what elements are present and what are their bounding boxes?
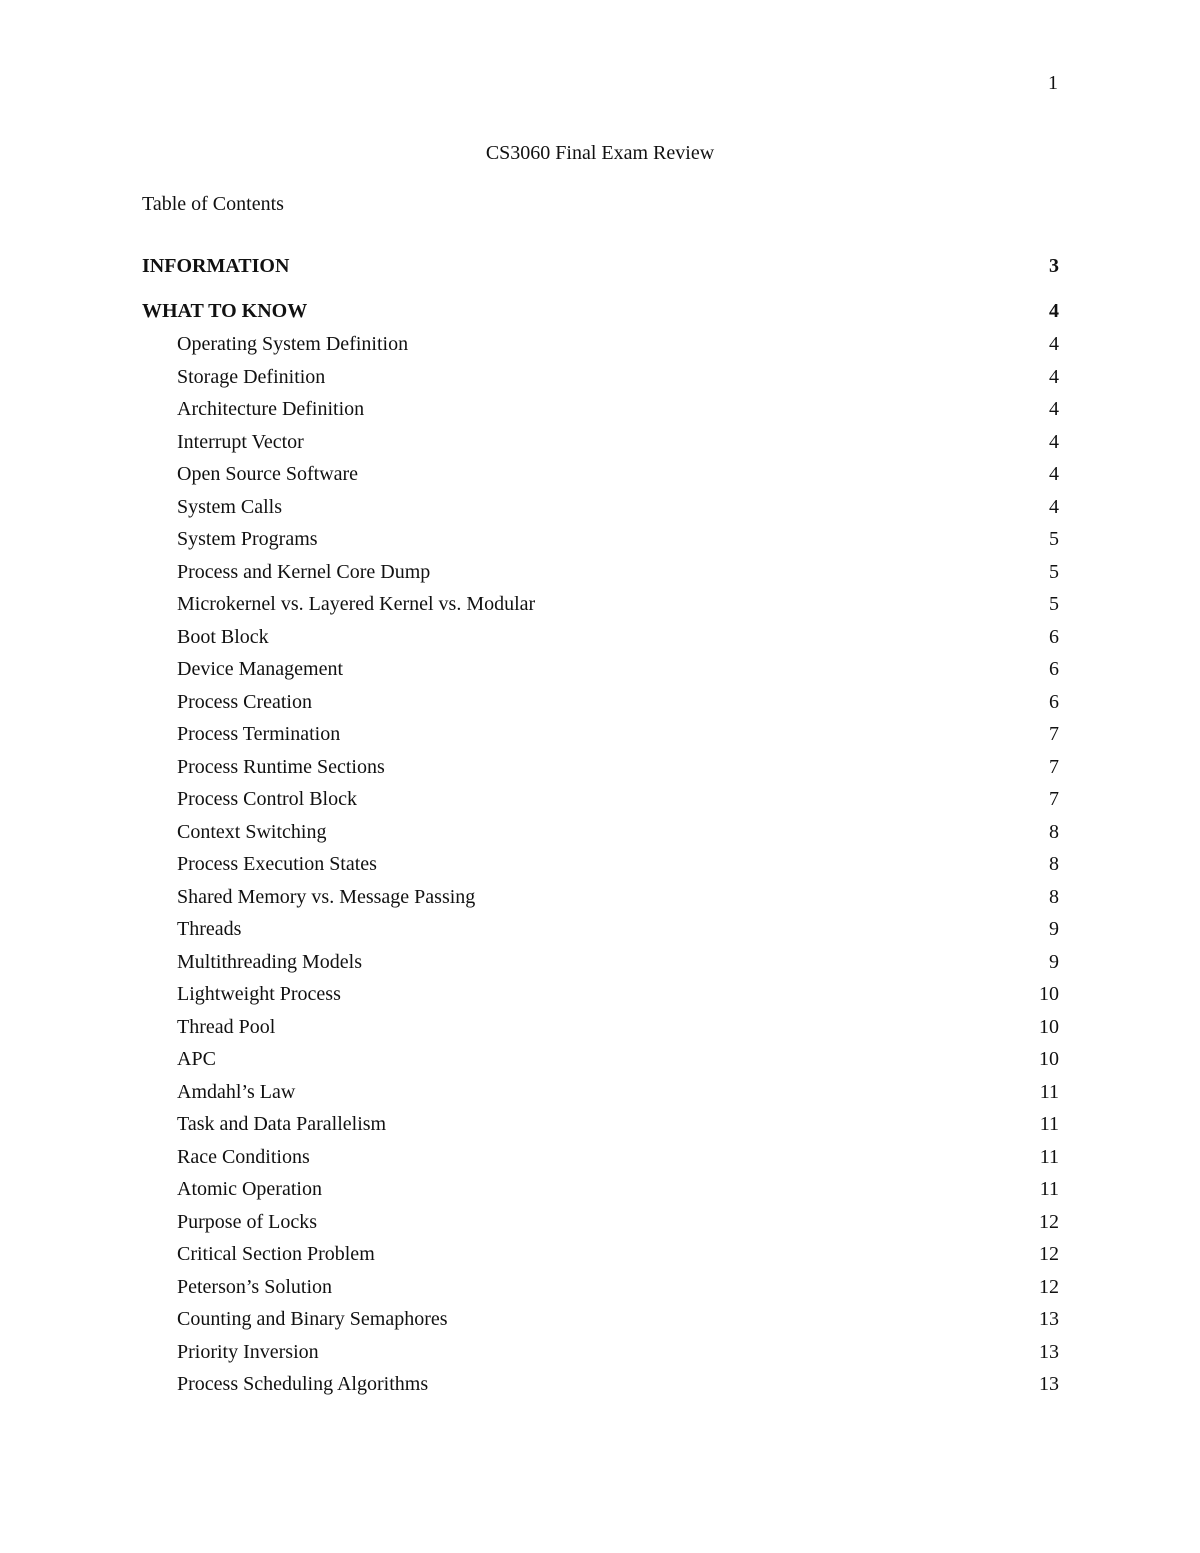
toc-entry-label: APC	[177, 1048, 216, 1070]
toc-entry-page: 10	[1039, 1015, 1059, 1038]
toc-entry-page: 11	[1039, 1178, 1059, 1200]
toc-entry-label: Storage Definition	[177, 365, 326, 388]
toc-entry-page: 13	[1039, 1373, 1059, 1395]
toc-entry-label: Race Conditions	[177, 1145, 310, 1168]
toc-entry[interactable]	[142, 1238, 1059, 1271]
toc-entry[interactable]	[142, 458, 1059, 491]
toc-entry-page: 4	[1049, 463, 1059, 485]
toc-entry[interactable]	[142, 718, 1059, 751]
toc-entry-page: 11	[1039, 1080, 1059, 1103]
toc-entry[interactable]	[142, 1368, 1059, 1401]
toc-entry-label: Process Scheduling Algorithms	[177, 1373, 429, 1395]
toc-entry[interactable]	[142, 328, 1059, 361]
toc-entry[interactable]	[142, 1271, 1059, 1304]
document-title: CS3060 Final Exam Review	[485, 142, 715, 164]
toc-heading: Table of Contents	[142, 193, 284, 215]
toc-entry-page: 13	[1039, 1308, 1059, 1330]
toc-entry-label: Process Control Block	[177, 788, 357, 810]
toc-entry-page: 4	[1049, 333, 1059, 355]
toc-entry[interactable]	[142, 881, 1059, 914]
toc-entry-label: Amdahl’s Law	[177, 1080, 296, 1103]
table-of-contents	[142, 252, 1059, 1401]
toc-entry-page: 6	[1049, 690, 1059, 713]
toc-entry[interactable]	[142, 491, 1059, 524]
toc-entry[interactable]	[142, 1173, 1059, 1206]
toc-entry-page: 10	[1039, 983, 1059, 1005]
page-number: 1	[1048, 72, 1058, 94]
toc-entry-label: Counting and Binary Semaphores	[177, 1308, 448, 1330]
toc-entry-page: 8	[1049, 885, 1059, 908]
toc-entry-label: Open Source Software	[177, 463, 359, 485]
toc-entry-page: 5	[1049, 528, 1059, 550]
toc-entry-label: Interrupt Vector	[177, 430, 304, 453]
toc-entry-page: 10	[1039, 1048, 1059, 1070]
toc-entry[interactable]	[142, 686, 1059, 719]
toc-entry-label: Critical Section Problem	[177, 1243, 375, 1265]
toc-entry-page: 6	[1049, 625, 1059, 648]
toc-entry[interactable]	[142, 653, 1059, 686]
toc-entry-label: Operating System Definition	[177, 333, 409, 355]
toc-entry-page: 8	[1049, 820, 1059, 843]
toc-entry-label: Threads	[177, 918, 242, 940]
toc-entry[interactable]	[142, 1206, 1059, 1239]
toc-entry-page: 4	[1049, 365, 1059, 388]
toc-entry[interactable]	[142, 588, 1059, 621]
toc-entry[interactable]	[142, 621, 1059, 654]
toc-entry[interactable]	[142, 1043, 1059, 1076]
toc-entry[interactable]	[142, 1108, 1059, 1141]
toc-entry[interactable]	[142, 393, 1059, 426]
toc-entry[interactable]	[142, 816, 1059, 849]
toc-entry[interactable]	[142, 1076, 1059, 1109]
toc-entry-label: Multithreading Models	[177, 950, 362, 973]
toc-entry-label: Thread Pool	[177, 1015, 276, 1038]
toc-entry[interactable]	[142, 946, 1059, 979]
toc-entry-page: 9	[1049, 950, 1059, 973]
toc-entry-label: Microkernel vs. Layered Kernel vs. Modular	[177, 593, 536, 615]
toc-section-page: 4	[1049, 300, 1059, 322]
toc-entry-label: Lightweight Process	[177, 983, 341, 1005]
toc-entry-page: 5	[1049, 593, 1059, 615]
toc-entry-page: 7	[1049, 788, 1059, 810]
toc-entry-page: 5	[1049, 560, 1059, 583]
toc-entry-page: 7	[1049, 755, 1059, 778]
toc-entry[interactable]	[142, 913, 1059, 946]
toc-entry[interactable]	[142, 361, 1059, 394]
toc-entry[interactable]	[142, 1303, 1059, 1336]
toc-entry-page: 8	[1049, 853, 1059, 875]
toc-entry-page: 4	[1049, 398, 1059, 420]
toc-entry-page: 12	[1039, 1243, 1059, 1265]
toc-entry-label: Process and Kernel Core Dump	[177, 560, 431, 583]
toc-entry-page: 6	[1049, 658, 1059, 680]
toc-entry[interactable]	[142, 523, 1059, 556]
toc-section-label: WHAT TO KNOW	[142, 300, 308, 322]
toc-entry-label: Architecture Definition	[177, 398, 365, 420]
toc-entry[interactable]	[142, 978, 1059, 1011]
toc-entry[interactable]	[142, 1011, 1059, 1044]
toc-entry-page: 13	[1039, 1340, 1059, 1363]
toc-entry[interactable]	[142, 1141, 1059, 1174]
toc-entry-page: 4	[1049, 430, 1059, 453]
toc-entry[interactable]	[142, 751, 1059, 784]
toc-section-label: INFORMATION	[142, 255, 290, 277]
toc-section-page: 3	[1049, 255, 1059, 277]
toc-entry-label: Purpose of Locks	[177, 1210, 317, 1233]
toc-entry-label: Priority Inversion	[177, 1340, 319, 1363]
toc-entry[interactable]	[142, 1336, 1059, 1369]
toc-entry-label: Process Creation	[177, 690, 312, 713]
toc-entry[interactable]	[142, 426, 1059, 459]
toc-entry-label: Device Management	[177, 658, 344, 680]
toc-entry-label: System Programs	[177, 528, 318, 550]
toc-entry-label: Process Runtime Sections	[177, 755, 385, 778]
toc-entry-page: 7	[1049, 723, 1059, 745]
toc-entry[interactable]	[142, 783, 1059, 816]
toc-entry-page: 12	[1039, 1275, 1059, 1298]
toc-entry-label: Task and Data Parallelism	[177, 1113, 387, 1135]
toc-section-what-to-know[interactable]	[142, 297, 1059, 325]
toc-entry-label: Process Execution States	[177, 853, 377, 875]
toc-entry-label: Peterson’s Solution	[177, 1275, 333, 1298]
toc-entry-label: System Calls	[177, 495, 283, 518]
toc-entry-label: Boot Block	[177, 625, 269, 648]
toc-entry-page: 4	[1049, 495, 1059, 518]
toc-entry-label: Atomic Operation	[177, 1178, 322, 1200]
toc-entry-page: 11	[1039, 1145, 1059, 1168]
toc-entry-label: Shared Memory vs. Message Passing	[177, 885, 476, 908]
toc-entry[interactable]	[142, 556, 1059, 589]
toc-entry-page: 11	[1039, 1113, 1059, 1135]
toc-entry-label: Context Switching	[177, 820, 327, 843]
toc-entry-page: 12	[1039, 1210, 1059, 1233]
toc-entry-label: Process Termination	[177, 723, 341, 745]
toc-section-information[interactable]	[142, 252, 1059, 280]
toc-entry[interactable]	[142, 848, 1059, 881]
toc-entry-page: 9	[1049, 918, 1059, 940]
